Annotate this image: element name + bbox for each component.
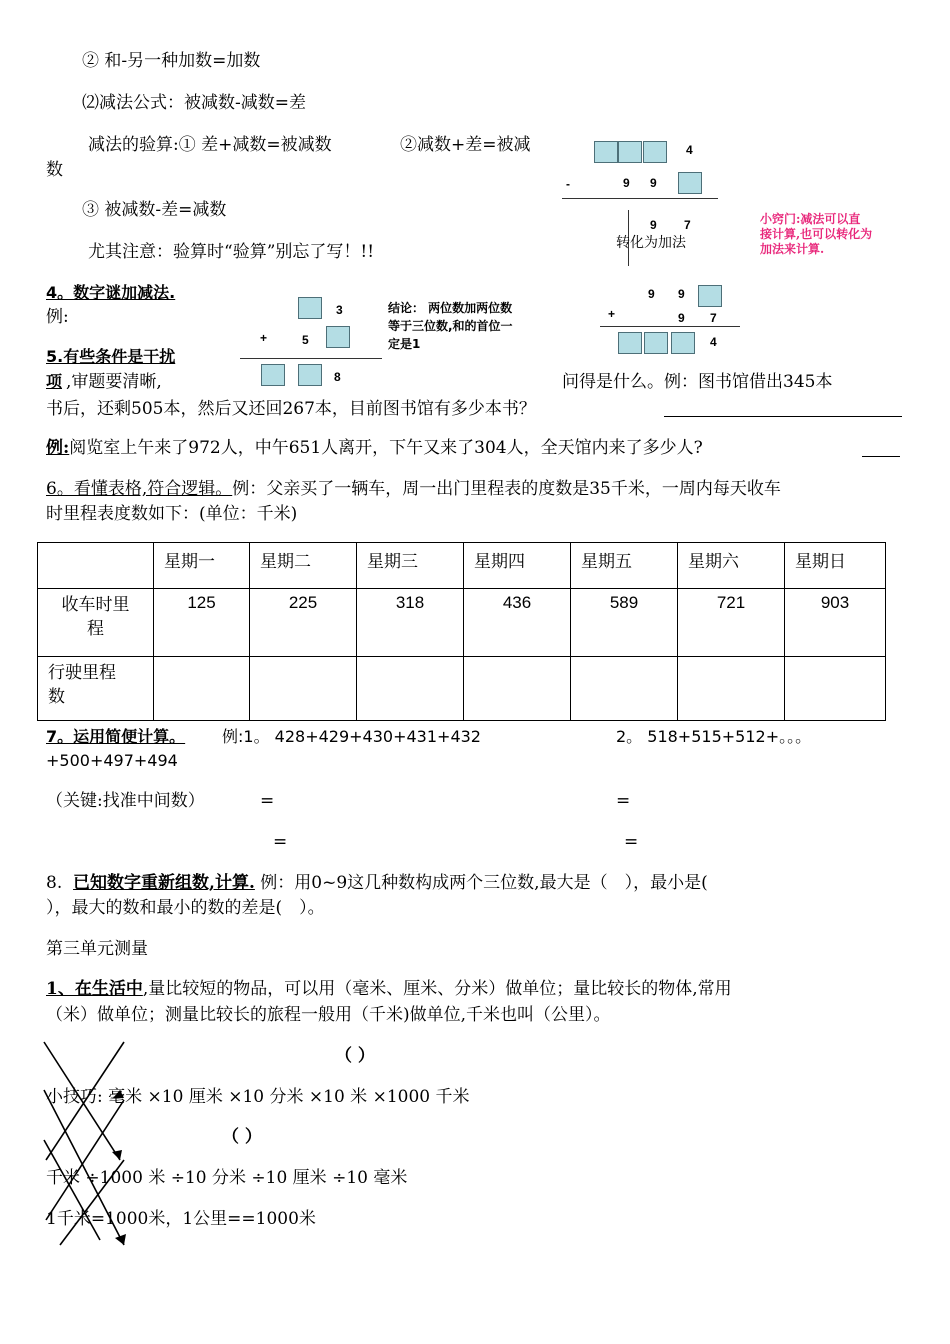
tip-multiply: 小技巧: 毫米 ×10 厘米 ×10 分米 ×10 米 ×1000 千米 [46, 1087, 470, 1107]
blank-box [671, 332, 695, 354]
section-5-text-c: 书后，还剩505本，然后又还回267本，目前图书馆有多少本书？ [46, 399, 536, 419]
equals-sign: = [260, 791, 275, 811]
row-label: 收车时里 [61, 595, 130, 615]
example-7-2: 2。 518+515+512+。。。 [616, 727, 812, 746]
sum-line [240, 358, 382, 359]
section-5-text-a: ,审题要清晰, [66, 372, 162, 392]
table-cell: 436 [464, 589, 571, 657]
header-cell: 星期二 [250, 543, 357, 589]
digit: 4 [710, 335, 717, 349]
sum-line [600, 326, 740, 327]
difference-line [562, 198, 718, 199]
formula-line-1: ② 和-另一种加数=加数 [82, 51, 261, 71]
section-4-title: 4。数字谜加减法. [46, 283, 176, 302]
header-cell: 星期一 [154, 543, 250, 589]
blank-box [298, 364, 322, 386]
row-label-cell [38, 657, 154, 721]
table-cell [464, 657, 571, 721]
digit: 9 [678, 287, 685, 301]
blank-box [698, 285, 722, 307]
conclusion-line: 等于三位数,和的首位一 [388, 319, 513, 333]
tip-note [760, 212, 872, 257]
blank-box [261, 364, 285, 386]
table-cell [357, 657, 464, 721]
check-line-b: ②减数+差=被减 [400, 135, 531, 155]
check-line-a: 减法的验算:① 差+减数=被减数 [88, 135, 332, 155]
section-8-text-a: 例：用0~9这几种数构成两个三位数,最大是（ ），最小是( [260, 873, 708, 893]
table-cell: 721 [678, 589, 785, 657]
section-5-title: 5.有些条件是干扰 [46, 347, 176, 366]
table-cell: 903 [785, 589, 886, 657]
check-line-3: ③ 被减数-差=减数 [82, 200, 227, 220]
table-row [38, 657, 886, 721]
mileage-table [37, 542, 886, 721]
table-corner-cell [38, 543, 154, 589]
header-cell: 星期日 [785, 543, 886, 589]
digit: 4 [686, 143, 693, 157]
table-cell [678, 657, 785, 721]
row-label: 行驶里程 [48, 663, 116, 683]
check-line-c: 数 [46, 160, 63, 180]
section-8-number: 8. [46, 873, 63, 893]
header-cell: 星期五 [571, 543, 678, 589]
section-8-title: 已知数字重新组数,计算. [73, 873, 255, 893]
section-8-text-b: ），最大的数和最小的数的差是( ）。 [46, 898, 325, 918]
digit: 9 [678, 311, 685, 325]
section-6-text-b: 时里程表度数如下：(单位：千米) [46, 504, 298, 524]
example-text: 阅览室上午来了972人，中午651人离开，下午又来了304人，全天馆内来了多少人? [69, 438, 703, 458]
row-label-cell [38, 589, 154, 657]
blank-box [298, 297, 322, 319]
table-cell: 125 [154, 589, 250, 657]
header-cell: 星期六 [678, 543, 785, 589]
key-hint: （关键:找准中间数） [46, 791, 205, 811]
row-label: 数 [48, 687, 65, 707]
km-equivalence: 1千米=1000米，1公里==1000米 [46, 1209, 316, 1229]
table-row [38, 589, 886, 657]
digit: 5 [302, 333, 309, 347]
section-5-text-b: 问得是什么。例：图书馆借出345本 [562, 372, 833, 392]
digit: 9 [648, 287, 655, 301]
tip-line: 接计算,也可以转化为 [760, 227, 873, 241]
table-cell: 318 [357, 589, 464, 657]
subtraction-formula: ⑵减法公式：被减数-减数=差 [82, 93, 306, 113]
section-6 [46, 478, 781, 500]
conclusion-line: 定是1 [388, 337, 421, 351]
section-5-title-b: 项 [46, 372, 63, 391]
row-label: 程 [87, 619, 104, 639]
answer-blank [664, 416, 902, 417]
tip-line: 加法来计算. [760, 242, 825, 256]
header-cell: 星期四 [464, 543, 571, 589]
paren-blank: （ ） [222, 1127, 262, 1147]
digit: 9 [650, 176, 657, 190]
blank-box [594, 141, 618, 163]
answer-blank [862, 456, 900, 457]
example-label: 例: [46, 438, 70, 458]
digit: 3 [336, 303, 343, 317]
unit-3-heading: 第三单元测量 [46, 939, 148, 959]
paren-blank: （ ） [335, 1046, 375, 1066]
example-2 [46, 437, 703, 459]
measure-1-title: 1、在生活中 [46, 979, 143, 999]
table-header-row [38, 543, 886, 589]
plus-sign: + [260, 331, 268, 345]
attention-note: 尤其注意：验算时“验算”别忘了写！!! [88, 242, 375, 262]
blank-box [618, 332, 642, 354]
table-cell [785, 657, 886, 721]
blank-box [643, 141, 667, 163]
digit: 7 [710, 311, 717, 325]
blank-box [618, 141, 642, 163]
section-8 [46, 872, 708, 894]
tip-line: 小窍门:减法可以直 [760, 212, 861, 226]
blank-box [644, 332, 668, 354]
conclusion-note [388, 299, 513, 353]
digit: 8 [334, 370, 341, 384]
equals-sign: = [273, 832, 288, 852]
table-cell: 225 [250, 589, 357, 657]
tip-divide: 千米 ÷1000 米 ÷10 分米 ÷10 厘米 ÷10 毫米 [46, 1168, 408, 1188]
digit: 9 [623, 176, 630, 190]
equals-sign: = [616, 791, 631, 811]
table-cell [154, 657, 250, 721]
table-cell: 589 [571, 589, 678, 657]
table-cell [250, 657, 357, 721]
section-6-title: 6。看懂表格,符合逻辑。 [46, 479, 233, 499]
digit: 9 [650, 218, 657, 232]
section-6-text-a: 例：父亲买了一辆车，周一出门里程表的度数是35千米，一周内每天收车 [232, 479, 781, 499]
minus-sign: - [566, 177, 570, 191]
blank-box [678, 172, 702, 194]
example-7-1: 例:1。 428+429+430+431+432 [222, 727, 481, 746]
measure-1 [46, 978, 732, 1000]
section-7-title: 7。运用简便计算。 [46, 727, 186, 746]
header-cell: 星期三 [357, 543, 464, 589]
measure-1-text-b: （米）做单位；测量比较长的旅程一般用（千米)做单位,千米也叫（公里）。 [46, 1005, 611, 1025]
example-7-2-cont: +500+497+494 [46, 751, 178, 770]
equals-sign: = [624, 832, 639, 852]
conclusion-line: 结论： 两位数加两位数 [388, 301, 513, 315]
table-cell [571, 657, 678, 721]
digit: 7 [684, 218, 691, 232]
plus-sign: + [608, 307, 616, 321]
section-4-example: 例: [46, 307, 69, 327]
convert-label: 转化为加法 [616, 235, 686, 251]
blank-box [326, 326, 350, 348]
measure-1-text-a: ,量比较短的物品，可以用（毫米、厘米、分米）做单位；量比较长的物体,常用 [142, 979, 732, 999]
